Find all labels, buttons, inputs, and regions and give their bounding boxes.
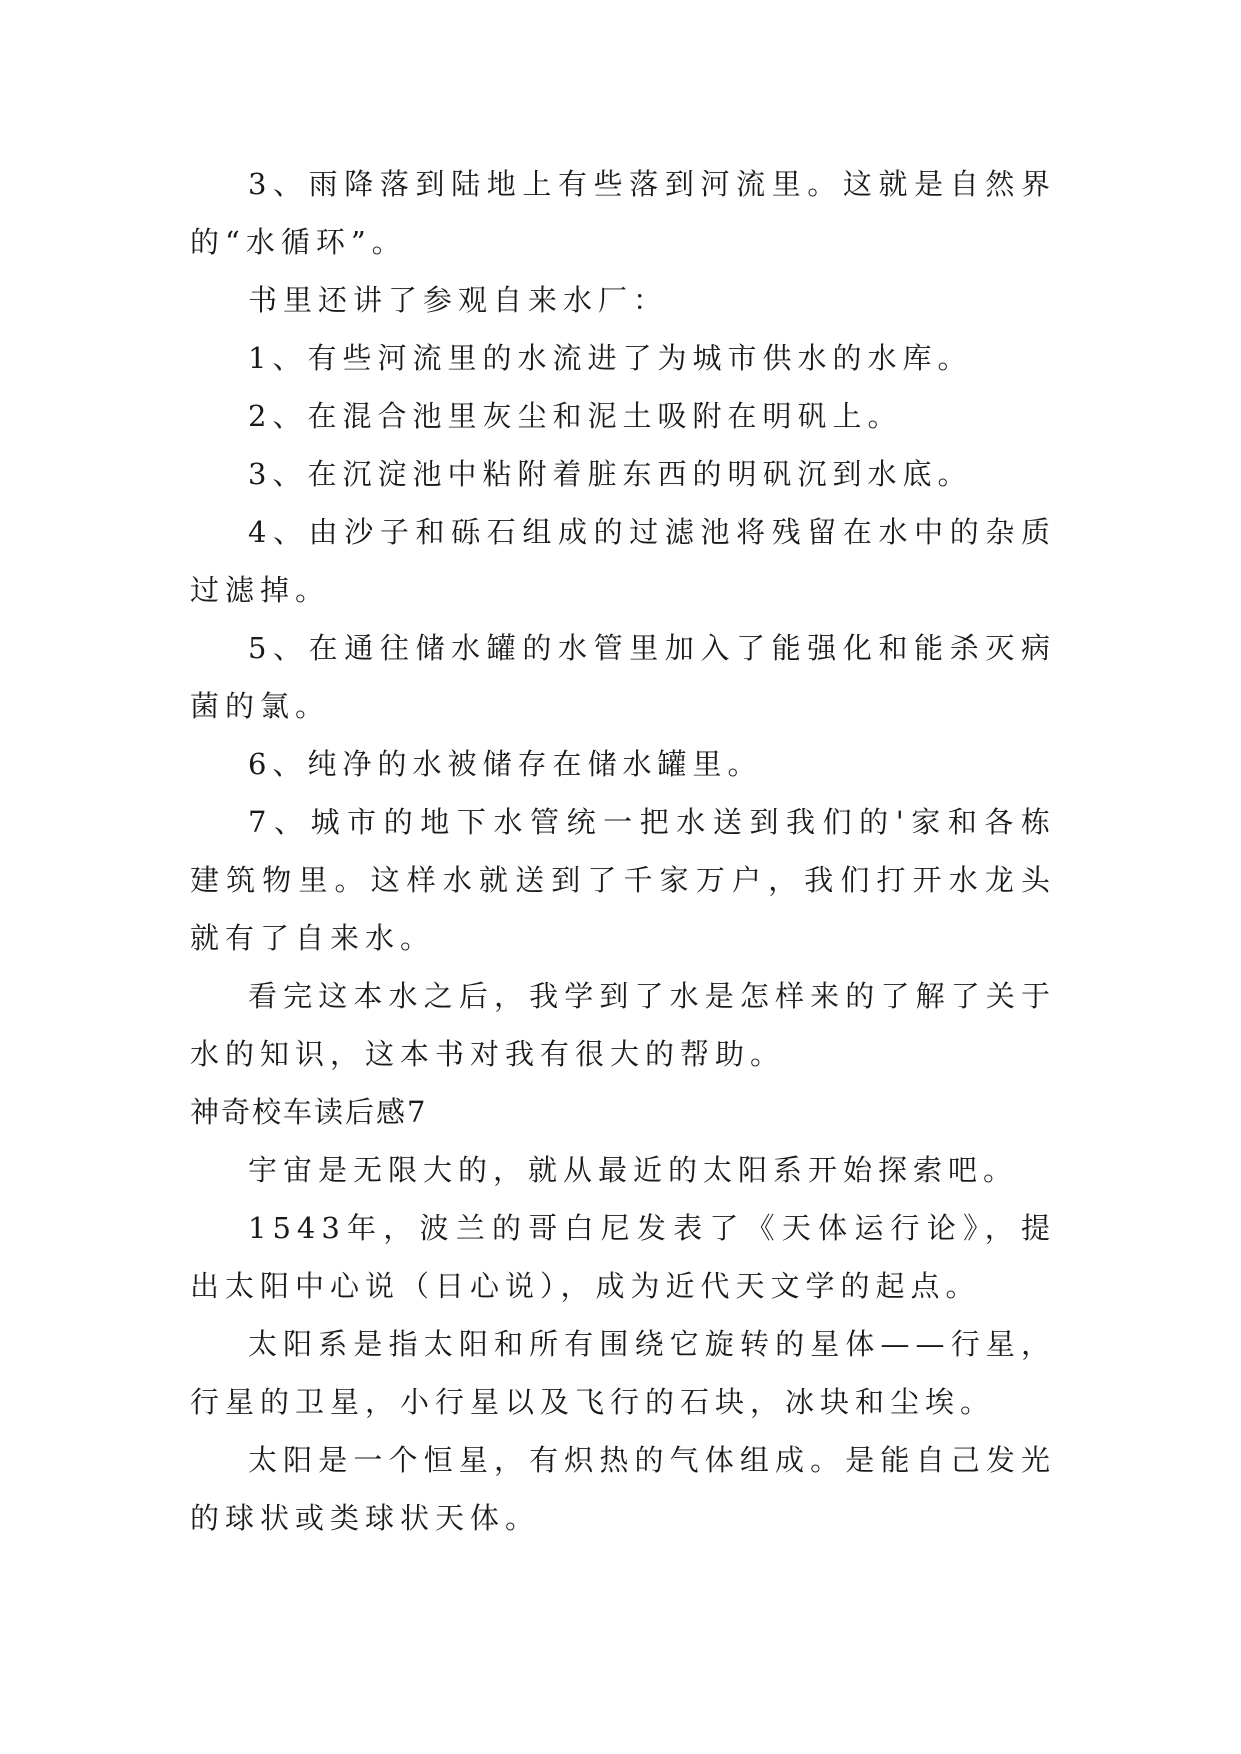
paragraph-waterworks-intro: 书里还讲了参观自来水厂：: [248, 283, 669, 317]
paragraph-waterworks-step-5: 5、在通往储水罐的水管里加入了能强化和能杀灭病菌的氯。: [190, 631, 1056, 723]
paragraph-sun: 太阳是一个恒星，有炽热的气体组成。是能自己发光的球状或类球状天体。: [190, 1443, 1056, 1535]
paragraph-waterworks-step-6: 6、纯净的水被储存在储水罐里。: [248, 747, 763, 781]
paragraph-solar-system: 太阳系是指太阳和所有围绕它旋转的星体——行星，行星的卫星，小行星以及飞行的石块，冰块和尘埃。: [190, 1327, 1056, 1419]
paragraph-conclusion: 看完这本水之后，我学到了水是怎样来的了解了关于水的知识，这本书对我有很大的帮助。: [190, 979, 1056, 1071]
paragraph-waterworks-step-2: 2、在混合池里灰尘和泥土吸附在明矾上。: [248, 399, 903, 433]
paragraph-waterworks-step-7: 7、城市的地下水管统一把水送到我们的'家和各栋建筑物里。这样水就送到了千家万户，我们打开水龙头就有了自来水。: [190, 805, 1056, 955]
section-heading: 神奇校车读后感7: [190, 1095, 428, 1129]
paragraph-water-cycle-step-3: 3、雨降落到陆地上有些落到河流里。这就是自然界的“水循环”。: [190, 167, 1056, 259]
paragraph-waterworks-step-3: 3、在沉淀池中粘附着脏东西的明矾沉到水底。: [248, 457, 973, 491]
paragraph-copernicus: 1543年，波兰的哥白尼发表了《天体运行论》，提出太阳中心说（日心说），成为近代天文学的起点。: [190, 1211, 1056, 1303]
paragraph-waterworks-step-4: 4、由沙子和砾石组成的过滤池将残留在水中的杂质过滤掉。: [190, 515, 1056, 607]
paragraph-universe-intro: 宇宙是无限大的，就从最近的太阳系开始探索吧。: [248, 1153, 1019, 1187]
paragraph-waterworks-step-1: 1、有些河流里的水流进了为城市供水的水库。: [248, 341, 973, 375]
document-body: [190, 155, 1056, 1547]
